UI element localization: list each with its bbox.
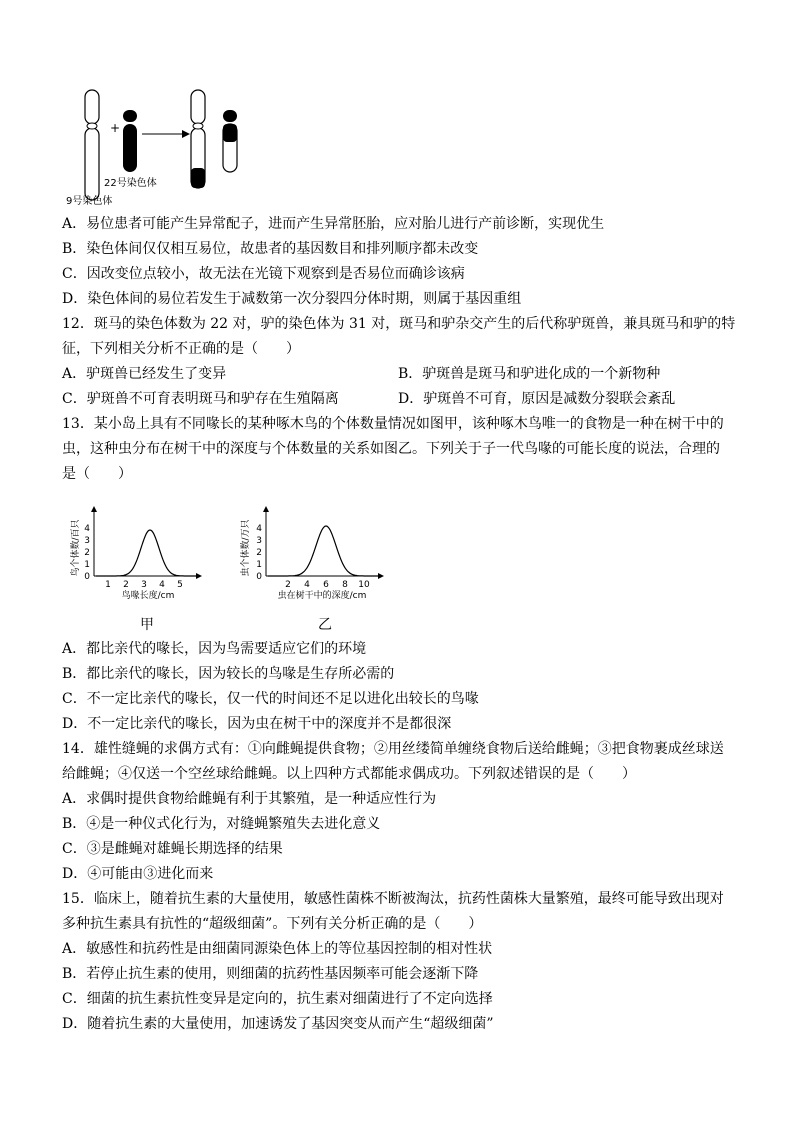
chart-b-xlabel: 虫在树干中的深度/cm — [277, 591, 367, 601]
q15-option-d: D．随着抗生素的大量使用，加速诱发了基因突变从而产生“超级细菌” — [62, 1016, 494, 1032]
q13-option-c: C．不一定比亲代的喙长，仅一代的时间还不足以进化出较长的鸟喙 — [62, 691, 479, 707]
chartb-xtick-label: 2 — [285, 580, 291, 590]
chart-b-xaxis-arrow-icon — [378, 573, 384, 579]
q12-option-b: B．驴斑兽是斑马和驴进化成的一个新物种 — [398, 366, 661, 382]
plus-sign: + — [110, 121, 121, 135]
chartb-ytick-label: 2 — [256, 548, 262, 558]
q14-stem-line2: 给雌蝇；④仅送一个空丝球给雌蝇。以上四种方式都能求偶成功。下列叙述错误的是（ ） — [62, 766, 636, 782]
label-chr22: 22号染色体 — [104, 178, 157, 189]
q12-stem-line1: 12．斑马的染色体数为 22 对，驴的染色体为 31 对，斑马和驴杂交产生的后代称驴斑兽，兼具斑马和驴的特 — [62, 316, 736, 332]
chromosome-translocation-figure — [60, 86, 260, 208]
chartb-ytick-label: 3 — [256, 536, 262, 546]
q15-option-c: C．细菌的抗生素抗性变异是定向的，抗生素对细菌进行了不定向选择 — [62, 991, 493, 1007]
charta-xtick-label: 5 — [177, 580, 183, 590]
chartb-xtick-label: 4 — [304, 580, 310, 590]
chart-b-curve — [268, 526, 378, 576]
chart-a-yaxis-arrow-icon — [91, 506, 97, 512]
q14-stem-line1: 14．雄性缝蝇的求偶方式有：①向雌蝇提供食物；②用丝缕简单缠绕食物后送给雌蝇；③把食物裹成丝球送 — [62, 741, 724, 757]
arrow-icon — [142, 130, 190, 138]
chart-bird-beak-length — [62, 500, 212, 630]
q13-option-a: A．都比亲代的喙长，因为鸟需要适应它们的环境 — [62, 641, 367, 657]
translocated-chromosome-22 — [223, 110, 237, 172]
charta-xtick-label: 3 — [141, 580, 147, 590]
chart-a-curve — [96, 530, 196, 576]
q11-option-a: A．易位患者可能产生异常配子，进而产生异常胚胎，应对胎儿进行产前诊断，实现优生 — [62, 216, 605, 232]
q11-option-c: C．因改变位点较小，故无法在光镜下观察到是否易位而确诊该病 — [62, 266, 465, 282]
charta-ytick-label: 2 — [84, 548, 90, 558]
chart-b-caption: 乙 — [318, 617, 332, 633]
q14-option-b: B．④是一种仪式化行为，对缝蝇繁殖失去进化意义 — [62, 816, 381, 832]
translocated-chromosome-9 — [191, 90, 205, 188]
q11-option-d: D．染色体间的易位若发生于减数第一次分裂四分体时期，则属于基因重组 — [62, 291, 522, 307]
q13-stem-line3: 是（ ） — [62, 466, 132, 482]
chartb-ytick-label: 1 — [256, 560, 262, 570]
q13-option-b: B．都比亲代的喙长，因为较长的鸟喙是生存所必需的 — [62, 666, 395, 682]
q15-option-a: A．敏感性和抗药性是由细菌同源染色体上的等位基因控制的相对性状 — [62, 941, 493, 957]
chart-a-xaxis-arrow-icon — [196, 573, 202, 579]
charta-xtick-label: 2 — [123, 580, 129, 590]
q14-option-a: A．求偶时提供食物给雌蝇有利于其繁殖，是一种适应性行为 — [62, 791, 437, 807]
chartb-ytick-label: 0 — [256, 572, 262, 582]
chartb-xtick-label: 6 — [323, 580, 329, 590]
q14-option-c: C．③是雌蝇对雄蝇长期选择的结果 — [62, 841, 283, 857]
chartb-ytick-label: 4 — [256, 524, 262, 534]
q12-stem-line2: 征，下列相关分析不正确的是（ ） — [62, 341, 300, 357]
q12-option-d: D．驴斑兽不可育，原因是减数分裂联会紊乱 — [398, 391, 676, 407]
chart-insect-depth — [232, 500, 402, 630]
label-chr9: 9号染色体 — [66, 196, 113, 207]
q15-option-b: B．若停止抗生素的使用，则细菌的抗药性基因频率可能会逐渐下降 — [62, 966, 479, 982]
q13-stem-line1: 13．某小岛上具有不同喙长的某种啄木鸟的个体数量情况如图甲，该种啄木鸟唯一的食物是一种在树干中的 — [62, 416, 724, 432]
chart-b-yaxis-arrow-icon — [263, 506, 269, 512]
chromosome-22 — [123, 110, 137, 172]
q15-stem-line1: 15．临床上，随着抗生素的大量使用，敏感性菌株不断被淘汰，抗药性菌株大量繁殖，最终可能导致出现对 — [62, 891, 724, 907]
q15-stem-line2: 多种抗生素具有抗性的“超级细菌”。下列有关分析正确的是（ ） — [62, 916, 483, 932]
charta-ytick-label: 0 — [84, 572, 90, 582]
chart-a-caption: 甲 — [140, 617, 154, 633]
q11-option-b: B．染色体间仅仅相互易位，故患者的基因数目和排列顺序都未改变 — [62, 241, 479, 257]
q14-option-d: D．④可能由③进化而来 — [62, 866, 214, 882]
charta-ytick-label: 1 — [84, 560, 90, 570]
charta-xtick-label: 4 — [159, 580, 165, 590]
chartb-xtick-label: 8 — [342, 580, 348, 590]
chromosome-9 — [85, 90, 99, 200]
chart-a-ylabel: 鸟个体数/百只 — [71, 519, 81, 577]
charta-xtick-label: 1 — [105, 580, 111, 590]
q13-stem-line2: 虫，这种虫分布在树干中的深度与个体数量的关系如图乙。下列关于子一代鸟喙的可能长度的说法，合理的 — [62, 441, 720, 457]
chartb-xtick-label: 10 — [358, 580, 370, 590]
charta-ytick-label: 3 — [84, 536, 90, 546]
chart-a-xlabel: 鸟喙长度/cm — [121, 591, 175, 601]
q13-option-d: D．不一定比亲代的喙长，因为虫在树干中的深度并不是都很深 — [62, 716, 452, 732]
q12-option-a: A．驴斑兽已经发生了变异 — [62, 366, 227, 382]
q12-option-c: C．驴斑兽不可育表明斑马和驴存在生殖隔离 — [62, 391, 339, 407]
charta-ytick-label: 4 — [84, 524, 90, 534]
chart-b-ylabel: 虫个体数/万只 — [241, 519, 251, 577]
